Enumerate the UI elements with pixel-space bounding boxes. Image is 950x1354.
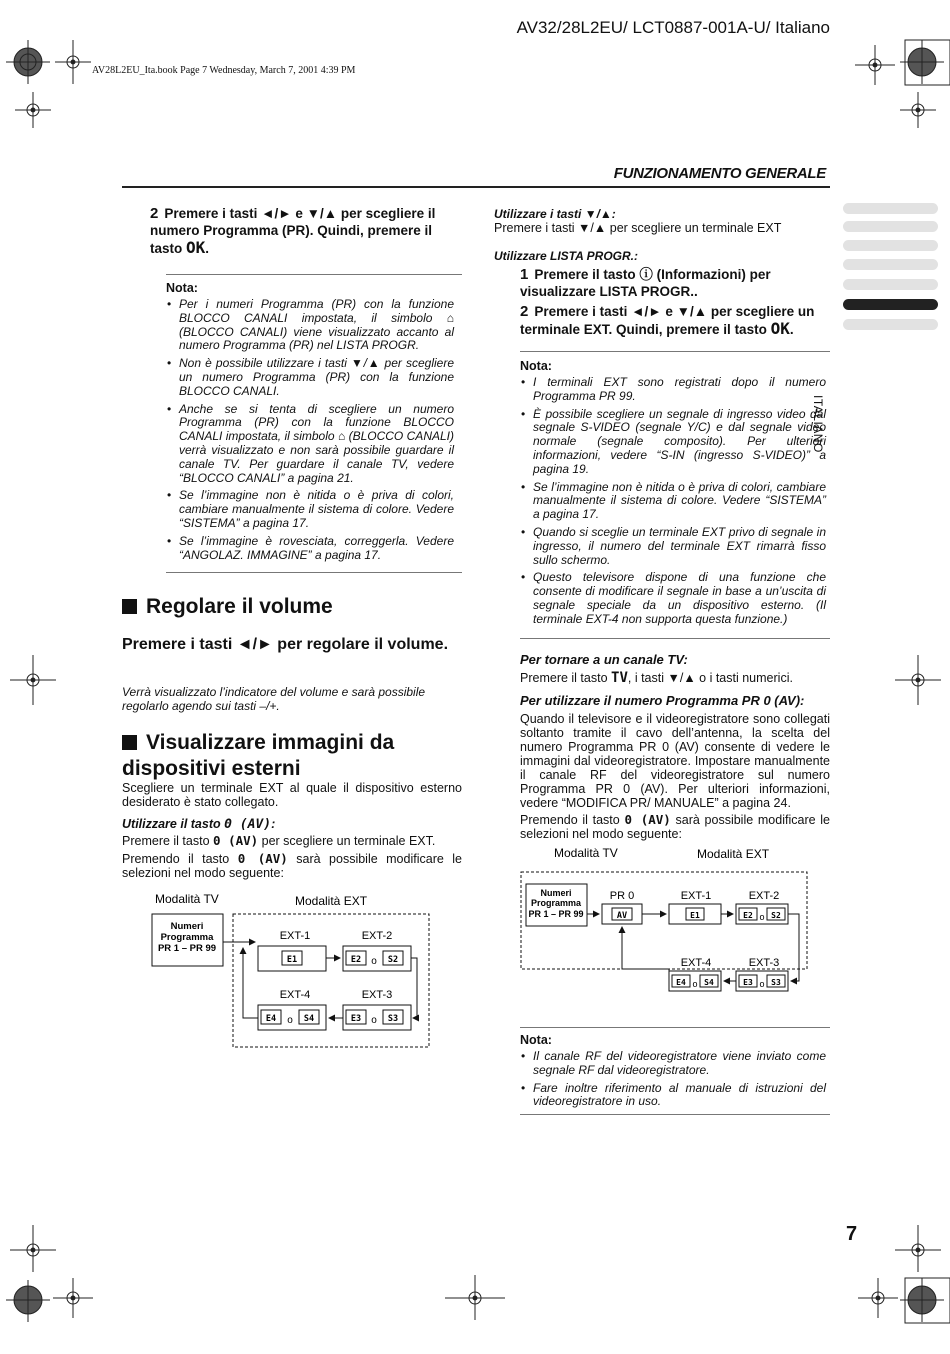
document-id: AV32/28L2EU/ LCT0887-001A-U/ Italiano: [516, 18, 830, 37]
note-rule-top: [520, 1027, 830, 1028]
note-item: • Il canale RF del videoregistratore viene inviato come segnale RF dal videoregistratore.: [520, 1050, 826, 1078]
left-mode-diagram: [145, 888, 435, 1053]
pr0-line: [520, 813, 830, 841]
left-step-2: [150, 205, 462, 257]
text: Premendo il tasto: [122, 852, 238, 866]
tab-bar: [843, 279, 938, 290]
av-key: 0 (AV): [213, 833, 259, 848]
numeri-line: Programma: [530, 898, 582, 908]
use-arrows-label: Utilizzare i tasti ▼/▲:: [494, 207, 616, 221]
note-item: • È possibile scegliere un segnale di ingresso video dal segnale S-VIDEO (segnale Y/C) e dal segnale video normale (segnale composito). Per ulteriori informazioni, vedere “S-IN (ingresso S-VIDEO)” a pagina 19.: [520, 408, 826, 477]
modalita-tv-label: Modalità TV: [155, 892, 219, 906]
step-tail: .: [205, 241, 210, 256]
s2-tag: S2: [387, 955, 399, 965]
ext2-label: EXT-2: [361, 930, 393, 942]
text: sarà possibile modificare le selezioni nel modo seguente:: [122, 852, 462, 880]
use-arrows-text: Premere i tasti ▼/▲ per scegliere un terminale EXT: [494, 221, 782, 235]
note-item: • Se l’immagine è rovesciata, correggerla. Vedere “ANGOLAZ. IMMAGINE” a pagina 17.: [166, 535, 454, 563]
step-number: 2: [520, 303, 529, 320]
step-text: Premere i tasti ◄/► e ▼/▲ per scegliere il numero Programma (PR). Quindi, premere il tasto: [150, 206, 436, 256]
ext4-label: EXT-4: [680, 957, 712, 969]
note-item: • Questo televisore dispone di una funzione che consente di modificare il segnale in base a un’uscita di segnale speciale da un dispositivo esterno. (Il terminale EXT-4 non supporta questa funzione.): [520, 571, 826, 626]
s2-tag: S2: [771, 911, 781, 920]
s3-tag: S3: [771, 978, 781, 987]
external-intro: Scegliere un terminale EXT al quale il dispositivo esterno desiderato è stato collegato.: [122, 781, 462, 809]
step-number: 1: [520, 266, 529, 283]
e4-tag: E4: [265, 1014, 277, 1024]
volume-heading: [122, 594, 333, 620]
step-number: 2: [150, 205, 159, 222]
modalita-ext-label: Modalità EXT: [697, 847, 770, 861]
numeri-line: Numeri: [170, 921, 204, 932]
right-step-2: [520, 303, 830, 338]
note-title: Nota:: [520, 359, 552, 373]
e3-tag: E3: [743, 978, 753, 987]
book-line: AV28L2EU_Ita.book Page 7 Wednesday, March 7, 2001 4:39 PM: [92, 65, 356, 76]
square-bullet-icon: [122, 599, 137, 614]
ok-key: OK: [770, 319, 790, 338]
tv-key: TV: [611, 670, 628, 686]
tab-bar: [843, 259, 938, 270]
section-title: FUNZIONAMENTO GENERALE: [613, 165, 826, 182]
note-item: • I terminali EXT sono registrati dopo il numero Programma PR 99.: [520, 376, 826, 404]
note-rule-top: [166, 274, 462, 275]
tab-bar: [843, 221, 938, 232]
ext1-label: EXT-1: [279, 930, 311, 942]
back-tv-label: Per tornare a un canale TV:: [520, 652, 688, 667]
s4-tag: S4: [704, 978, 714, 987]
header-rule: [122, 186, 830, 188]
e2-tag: E2: [743, 911, 753, 920]
text: per scegliere un terminale EXT.: [258, 834, 436, 848]
text: Premere il tasto: [520, 671, 612, 685]
colon: :: [271, 817, 276, 831]
or-text: o: [759, 912, 765, 922]
back-tv-text: [520, 671, 830, 685]
left-notes: [166, 281, 454, 566]
external-line-2: [122, 852, 462, 880]
or-text: o: [692, 979, 698, 989]
ext3-label: EXT-3: [361, 989, 393, 1001]
pr0-text: Quando il televisore e il videoregistratore sono collegati soltanto tramite il cavo dell’antenna, la scelta del numero Programma PR 0 (AV) consente di vedere le immagini dal videoregistratore. Impostare manualmente il canale RF del videoregistratore sul numero Programma PR 0 (AV). Per ulteriori informazioni, vedere “MODIFICA PR/ MANUALE” a pagina 24.: [520, 712, 830, 810]
numeri-line: PR 1 – PR 99: [157, 943, 217, 954]
external-heading-text: Visualizzare immagini da dispositivi esterni: [122, 731, 395, 780]
e3-tag: E3: [350, 1014, 362, 1024]
ext4-label: EXT-4: [279, 989, 311, 1001]
right-mode-diagram: [516, 842, 816, 1002]
av-key: 0 (AV): [237, 851, 288, 866]
note-rule-bottom: [166, 572, 462, 573]
e4-tag: E4: [676, 978, 686, 987]
text: Premere il tasto: [122, 834, 214, 848]
use-av-text: Utilizzare il tasto: [122, 817, 225, 831]
volume-subheading: Premere i tasti ◄/► per regolare il volume.: [122, 636, 449, 653]
modalita-ext-label: Modalità EXT: [295, 894, 368, 908]
e1-tag: E1: [690, 911, 700, 920]
or-text: o: [371, 956, 377, 967]
side-language-label: ITALIANO: [811, 395, 825, 453]
note-item: • Non è possibile utilizzare i tasti ▼/▲ per scegliere un numero Programma (PR) con la funzione BLOCCO CANALI.: [166, 357, 454, 398]
right-notes: [520, 359, 826, 631]
page-number: 7: [846, 1223, 858, 1245]
note-item: • Se l’immagine non è nitida o è priva di colori, cambiare manualmente il sistema di colore. Vedere “SISTEMA” a pagina 17.: [520, 481, 826, 522]
note-item: • Fare inoltre riferimento al manuale di istruzioni del videoregistratore in uso.: [520, 1082, 826, 1110]
or-text: o: [287, 1015, 293, 1026]
tab-bar: [843, 319, 938, 330]
text: Premendo il tasto: [520, 813, 625, 827]
s3-tag: S3: [387, 1014, 399, 1024]
text: sarà possibile modificare le selezioni nel modo seguente:: [520, 813, 830, 841]
modalita-tv-label: Modalità TV: [554, 846, 618, 860]
right-step-1: [520, 266, 830, 300]
s4-tag: S4: [303, 1014, 315, 1024]
or-text: o: [759, 979, 765, 989]
right-notes-2: [520, 1033, 826, 1113]
tab-bar: [843, 203, 938, 214]
av-key: 0 (AV): [624, 812, 671, 827]
tab-bar: [843, 240, 938, 251]
e2-tag: E2: [350, 955, 362, 965]
av-tag: AV: [616, 911, 628, 921]
note-item: • Anche se si tenta di scegliere un numero Programma (PR) con la funzione BLOCCO CANALI impostata, il simbolo ⌂ (BLOCCO CANALI) verrà visualizzato e non sarà possibile guardare il canale TV. Per guardare il canale TV, vedere “BLOCCO CANALI” a pagina 21.: [166, 403, 454, 486]
ext2-label: EXT-2: [748, 890, 780, 902]
ext3-label: EXT-3: [748, 957, 780, 969]
note-rule-bottom: [520, 1114, 830, 1115]
external-heading: [122, 730, 462, 782]
or-text: o: [371, 1015, 377, 1026]
numeri-line: Programma: [160, 932, 214, 943]
ext1-label: EXT-1: [680, 890, 712, 902]
note-item: • Quando si sceglie un terminale EXT privo di segnale in ingresso, il numero del terminale EXT rimarrà fisso sullo schermo.: [520, 526, 826, 567]
text: , i tasti ▼/▲ o i tasti numerici.: [627, 671, 793, 685]
note-rule-bottom: [520, 638, 830, 639]
e1-tag: E1: [286, 955, 298, 965]
note-item: • Se l’immagine non è nitida o è priva di colori, cambiare manualmente il sistema di colore. Vedere “SISTEMA” a pagina 17.: [166, 489, 454, 530]
step-tail: .: [789, 322, 794, 337]
note-rule-top: [520, 351, 830, 352]
note-title: Nota:: [166, 281, 198, 295]
use-lista-label: Utilizzare LISTA PROGR.:: [494, 249, 639, 263]
ok-key: OK: [186, 238, 206, 257]
tab-bar-active: [843, 299, 938, 310]
square-bullet-icon: [122, 735, 137, 750]
step-text: Premere i tasti ◄/► e ▼/▲ per scegliere un terminale EXT. Quindi, premere il tasto: [520, 304, 815, 337]
volume-heading-text: Regolare il volume: [146, 595, 333, 618]
note-title: Nota:: [520, 1033, 552, 1047]
numeri-line: PR 1 – PR 99: [528, 909, 584, 919]
pr0-label: Per utilizzare il numero Programma PR 0 (AV):: [520, 693, 805, 708]
note-item: • Per i numeri Programma (PR) con la funzione BLOCCO CANALI impostata, il simbolo ⌂ (BLOCCO CANALI) viene visualizzato accanto al numero Programma (PR) nel LISTA PROGR.: [166, 298, 454, 353]
external-line-1: [122, 834, 462, 848]
step-text: Premere il tasto ⓘ (Informazioni) per visualizzare LISTA PROGR..: [520, 267, 771, 299]
use-av-label: [122, 815, 275, 833]
numeri-line: Numeri: [540, 888, 572, 898]
av-key: 0 (AV): [224, 817, 272, 832]
pr0-label: PR 0: [609, 890, 635, 902]
volume-text: Verrà visualizzato l’indicatore del volume e sarà possibile regolarlo agendo sui tasti –/+.: [122, 685, 426, 713]
